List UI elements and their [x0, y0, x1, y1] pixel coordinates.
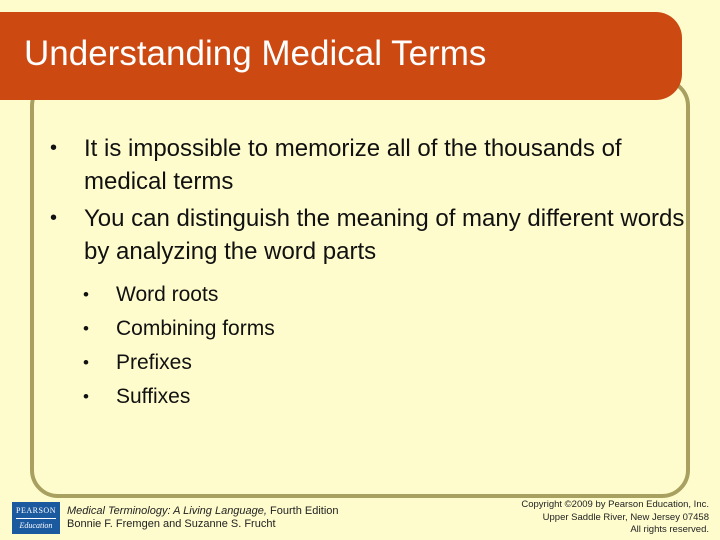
book-authors: Bonnie F. Fremgen and Suzanne S. Frucht	[67, 518, 276, 530]
logo-divider	[16, 518, 56, 519]
bullet-icon: •	[83, 285, 89, 304]
logo-text-top: PEARSON	[16, 505, 56, 515]
copyright-line: Copyright ©2009 by Pearson Education, Inc.	[521, 499, 709, 510]
bullet-item	[50, 202, 690, 268]
copyright-rights: All rights reserved.	[630, 524, 709, 535]
logo-text-bottom: Education	[19, 520, 53, 530]
bullet-text: It is impossible to memorize all of the thousands of medical terms	[84, 135, 622, 195]
bullet-icon: •	[83, 353, 89, 372]
sub-bullet-item	[83, 346, 690, 380]
bullet-icon: •	[50, 137, 58, 159]
copyright-notice	[521, 499, 709, 537]
bullet-icon: •	[50, 207, 58, 229]
sub-bullet-text: Suffixes	[116, 385, 191, 408]
sub-bullet-text: Prefixes	[116, 351, 192, 374]
book-title: Medical Terminology: A Living Language,	[67, 505, 267, 517]
pearson-logo	[12, 502, 60, 534]
bullet-text: You can distinguish the meaning of many different words by analyzing the word parts	[84, 205, 685, 265]
sub-bullet-item	[83, 278, 690, 312]
bullet-icon: •	[83, 387, 89, 406]
bullet-list	[50, 132, 690, 414]
copyright-address: Upper Saddle River, New Jersey 07458	[542, 511, 709, 523]
sub-bullet-item	[83, 380, 690, 414]
book-edition: Fourth Edition	[266, 505, 339, 517]
sub-bullet-list	[50, 278, 690, 414]
bullet-item	[50, 132, 690, 198]
sub-bullet-item	[83, 312, 690, 346]
bullet-icon: •	[83, 319, 89, 338]
sub-bullet-text: Combining forms	[116, 317, 275, 340]
book-citation	[67, 505, 339, 531]
sub-bullet-text: Word roots	[116, 283, 219, 306]
slide-title: Understanding Medical Terms	[24, 34, 487, 73]
